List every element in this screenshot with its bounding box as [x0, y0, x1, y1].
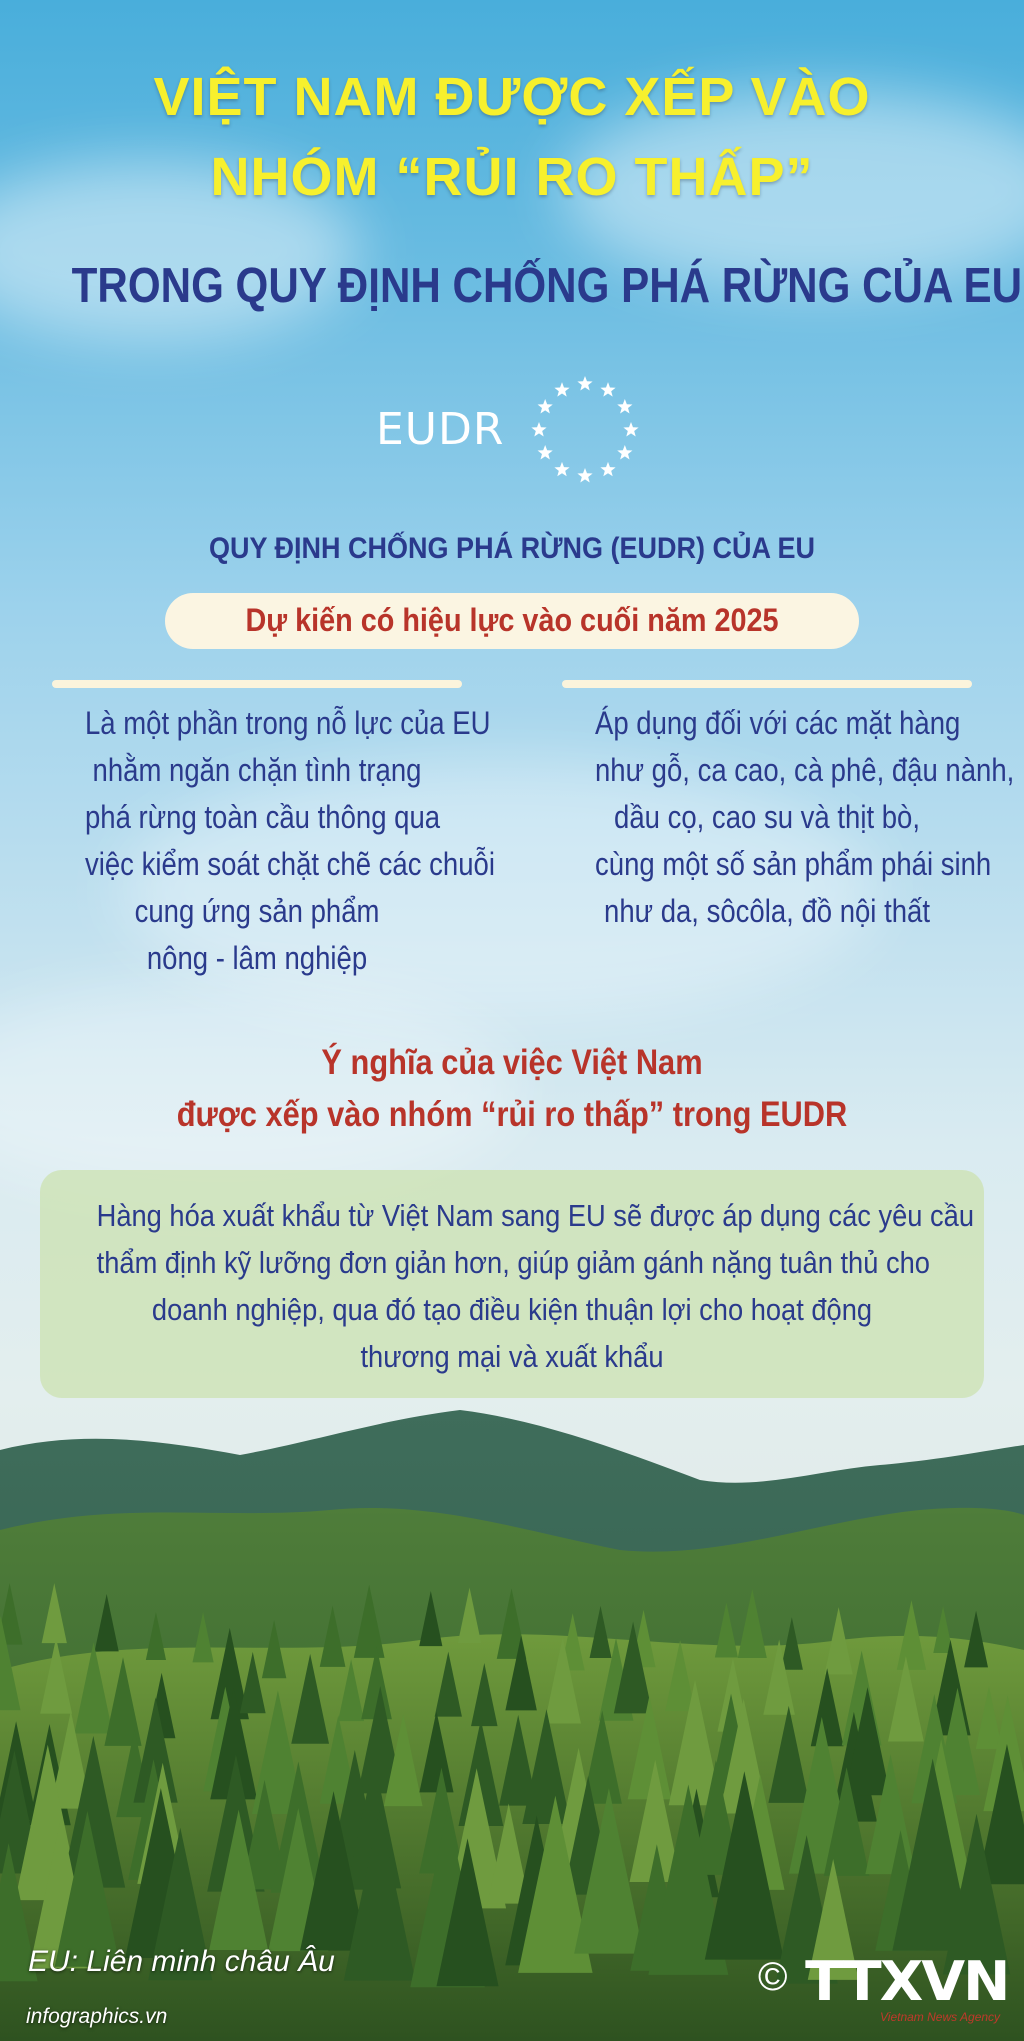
right-divider: [562, 680, 972, 688]
star-icon: [554, 462, 569, 476]
copyright-symbol: ©: [758, 1955, 788, 1999]
significance-box: [40, 1170, 984, 1398]
significance-heading: [0, 1043, 1024, 1135]
eu-stars-icon: [525, 370, 645, 490]
right-column-line: như gỗ, ca cao, cà phê, đậu nành,: [595, 752, 1015, 788]
significance-box-line: thẩm định kỹ lưỡng đơn giản hơn, giúp giảm gánh nặng tuân thủ cho: [96, 1245, 930, 1280]
footnote-eu: EU: Liên minh châu Âu: [28, 1945, 335, 1978]
right-column-line: dầu cọ, cao su và thịt bò,: [614, 799, 920, 835]
star-icon: [623, 422, 638, 436]
left-column-line: cung ứng sản phẩm: [134, 893, 380, 929]
left-divider: [52, 680, 462, 688]
star-icon: [538, 445, 553, 459]
star-icon: [600, 462, 615, 476]
left-column-line: phá rừng toàn cầu thông qua: [85, 799, 441, 835]
left-column-line: nông - lâm nghiệp: [146, 940, 368, 976]
right-column-line: Áp dụng đối với các mặt hàng: [595, 705, 961, 741]
eudr-logo-text: EUDR: [376, 404, 505, 455]
star-icon: [538, 399, 553, 413]
left-column-line: Là một phần trong nỗ lực của EU: [85, 705, 491, 741]
star-icon: [577, 376, 592, 390]
left-column: [57, 700, 495, 982]
title-line-1: VIỆT NAM ĐƯỢC XẾP VÀO: [153, 67, 871, 127]
star-icon: [577, 468, 592, 482]
star-icon: [554, 382, 569, 396]
ttxvn-logo: TTXVN: [805, 1950, 1009, 2013]
star-icon: [617, 399, 632, 413]
right-column: [567, 700, 1015, 935]
regulation-heading: QUY ĐỊNH CHỐNG PHÁ RỪNG (EUDR) CỦA EU: [209, 532, 815, 565]
effective-date-pill: [165, 593, 859, 649]
ttxvn-logo-subtitle: Vietnam News Agency: [880, 2010, 1001, 2024]
left-column-line: nhằm ngăn chặn tình trạng: [92, 752, 422, 788]
star-icon: [600, 382, 615, 396]
right-column-line: cùng một số sản phẩm phái sinh: [595, 846, 992, 882]
source-credit: infographics.vn: [26, 2005, 168, 2028]
significance-line-2: được xếp vào nhóm “rủi ro thấp” trong EUDR: [176, 1095, 848, 1134]
significance-box-line: Hàng hóa xuất khẩu từ Việt Nam sang EU sẽ được áp dụng các yêu cầu: [96, 1198, 975, 1233]
left-column-line: việc kiểm soát chặt chẽ các chuỗi: [85, 846, 495, 882]
title-line-2: NHÓM “RỦI RO THẤP”: [210, 147, 814, 207]
title-line-3: TRONG QUY ĐỊNH CHỐNG PHÁ RỪNG CỦA EU: [71, 259, 1023, 313]
star-icon: [531, 422, 546, 436]
significance-box-line: thương mại và xuất khẩu: [360, 1339, 664, 1374]
star-icon: [617, 445, 632, 459]
effective-date-text: Dự kiến có hiệu lực vào cuối năm 2025: [245, 602, 779, 638]
significance-box-text: [40, 1192, 984, 1380]
significance-line-1: Ý nghĩa của việc Việt Nam: [321, 1043, 703, 1082]
significance-box-line: doanh nghiệp, qua đó tạo điều kiện thuận lợi cho hoạt động: [151, 1292, 873, 1327]
right-column-line: như da, sôcôla, đồ nội thất: [604, 893, 930, 929]
